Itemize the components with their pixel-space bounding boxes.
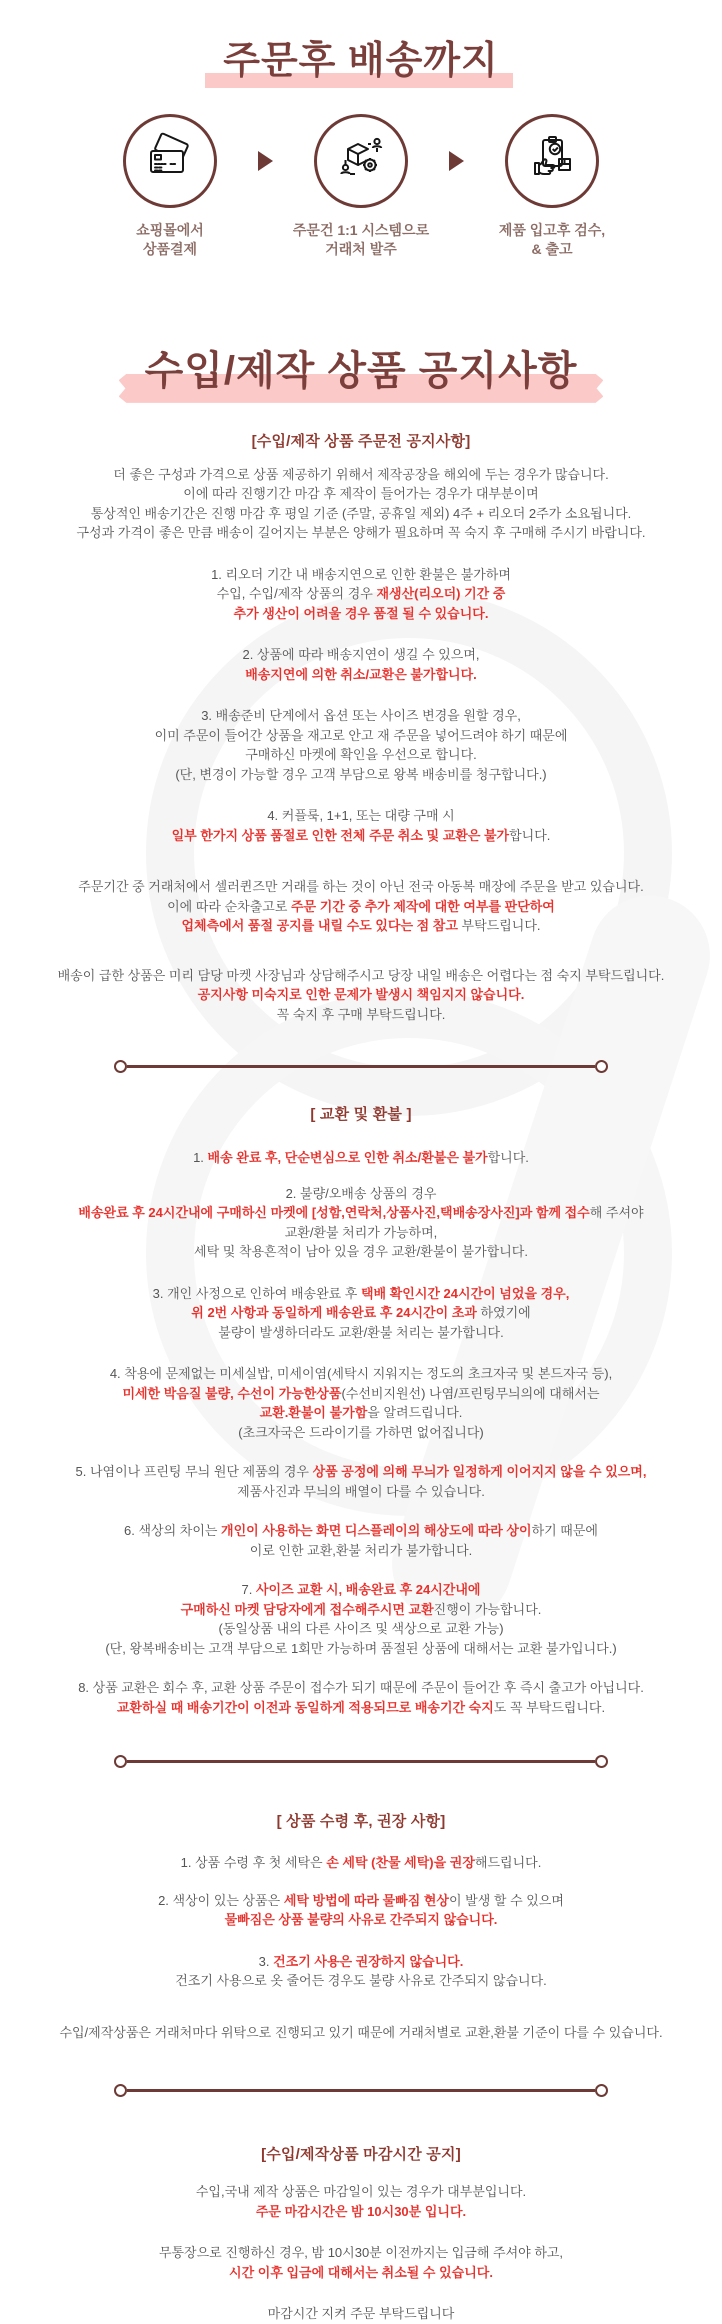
body-text: 부탁드립니다.: [461, 918, 541, 934]
divider-ring: [595, 2084, 608, 2097]
hero-section: [11, 0, 711, 394]
notice-line: [31, 2202, 691, 2222]
notice-body: [11, 430, 711, 2324]
body-text: 건조기 사용으로 옷 줄어든 경우도 불량 사유로 간주되지 않습니다.: [175, 1973, 547, 1989]
section-divider: [114, 2084, 608, 2097]
emphasis-text: 손 세탁 (찬물 세탁)을 권장: [326, 1855, 475, 1871]
notice-line: [31, 1203, 691, 1223]
emphasis-text: 건조기 사용은 권장하지 않습니다.: [273, 1953, 464, 1969]
body-text: 도 꼭 부탁드립니다.: [493, 1699, 606, 1715]
exchange-item-5: [31, 1462, 691, 1501]
emphasis-text: 교환.환불이 불가함: [259, 1405, 368, 1421]
intro-paragraph: [31, 465, 691, 543]
exchange-item-6: [31, 1521, 691, 1560]
body-text: 이에 따라 순차출고로: [167, 898, 291, 914]
emphasis-text: 배송지연에 의한 취소/교환은 불가합니다.: [245, 666, 477, 682]
step-label: [293, 221, 429, 260]
step-label: [499, 221, 605, 260]
body-text: 이에 따라 진행기간 마감 후 제작이 들어가는 경우가 대부분이며: [183, 486, 539, 502]
notice-line: [31, 2243, 691, 2263]
body-text: 진행이 가능합니다.: [433, 1601, 542, 1617]
body-text: 이로 인한 교환,환불 처리가 불가합니다.: [249, 1542, 473, 1558]
exchange-refund-heading: [ 교환 및 환불 ]: [310, 1106, 412, 1124]
exchange-item-2: [31, 1184, 691, 1262]
emphasis-text: 미세한 박음질 불량, 수선이 가능한상품: [122, 1385, 342, 1401]
notice-line: [31, 2023, 691, 2043]
notice-line: [31, 765, 691, 785]
body-text: 더 좋은 구성과 가격으로 상품 제공하기 위해서 제작공장을 해외에 두는 경우가 많습니다.: [113, 466, 609, 482]
step-label-line: 상품결제: [142, 241, 198, 258]
emphasis-text: 배송 완료 후, 단순변심으로 인한 취소/환불은 불가: [207, 1150, 488, 1166]
notice-line: [31, 1148, 691, 1168]
body-text: 2. 불량/오배송 상품의 경우: [285, 1185, 437, 1201]
emphasis-text: 주문 마감시간은 밤 10시30분 입니다.: [255, 2203, 467, 2219]
notice-line: [31, 1384, 691, 1404]
body-text: 하기 때문에: [531, 1523, 598, 1539]
body-text: (수선비지원선) 나염/프린팅무늬의에 대해서는: [341, 1385, 600, 1401]
body-text: 수입,국내 제작 상품은 마감일이 있는 경우가 대부분입니다.: [195, 2184, 527, 2200]
step-label: [136, 221, 204, 260]
notice-line: [31, 2304, 691, 2324]
body-text: 교환/환불 처리가 가능하며,: [284, 1224, 438, 1240]
body-text: 5. 나염이나 프린팅 무늬 원단 제품의 경우: [75, 1464, 313, 1480]
notice-line: [31, 1639, 691, 1659]
divider-ring: [114, 2084, 127, 2097]
deadline-paragraph-3: [31, 2304, 691, 2324]
divider-ring: [114, 1755, 127, 1768]
body-text: 1. 상품 수령 후 첫 세탁은: [180, 1855, 327, 1871]
body-text: 해드립니다.: [474, 1855, 542, 1871]
notice-line: [31, 706, 691, 726]
order-period-paragraph: [31, 877, 691, 936]
step-label-line: 쇼핑몰에서: [136, 221, 204, 238]
notice-line: [31, 504, 691, 524]
emphasis-text: 위 2번 사항과 동일하게 배송완료 후 24시간이 초과: [191, 1305, 477, 1321]
step-circle: [505, 114, 599, 208]
body-text: 2. 상품에 따라 배송지연이 생길 수 있으며,: [242, 647, 480, 663]
recommend-item-3: [31, 1952, 691, 1991]
notice-line: [31, 523, 691, 543]
exchange-item-8: [31, 1678, 691, 1717]
emphasis-text: 추가 생산이 어려울 경우 품절 될 수 있습니다.: [233, 605, 489, 621]
emphasis-text: 상품 공정에 의해 무늬가 일정하게 이어지지 않을 수 있으며,: [312, 1464, 647, 1480]
body-text: 통상적인 배송기간은 진행 마감 후 평일 기준 (주말, 공휴일 제외) 4주 + 리오더 2주가 소요됩니다.: [90, 505, 632, 521]
order-system-icon: [337, 134, 385, 187]
step-circle: [123, 114, 217, 208]
step-label-line: 주문건 1:1 시스템으로: [292, 221, 430, 238]
notice-line: [31, 1521, 691, 1541]
notice-line: [31, 745, 691, 765]
notice-line: [31, 806, 691, 826]
notice-page: [11, 0, 711, 2322]
notice-line: [31, 985, 691, 1005]
body-text: 수입, 수입/제작 상품의 경우: [216, 586, 377, 602]
notice-line: [31, 1242, 691, 1262]
notice-line: [31, 565, 691, 585]
body-text: 합니다.: [487, 1150, 529, 1166]
notice-line: [31, 1005, 691, 1025]
exchange-item-1: [31, 1148, 691, 1168]
body-text: 꼭 숙지 후 구매 부탁드립니다.: [276, 1006, 446, 1022]
notice-line: [31, 1223, 691, 1243]
after-receipt-heading: [ 상품 수령 후, 권장 사항]: [276, 1813, 446, 1831]
recommend-item-2: [31, 1891, 691, 1930]
emphasis-text: 배송완료 후 24시간내에 구매하신 마켓에 [성함,연락처,상품사진,택배송장사진]과 함께 접수: [78, 1205, 590, 1221]
notice-line: [31, 1303, 691, 1323]
body-text: 세탁 및 착용흔적이 남아 있을 경우 교환/환불이 불가합니다.: [194, 1244, 528, 1260]
step-label-line: & 출고: [531, 241, 573, 258]
notice-line: [31, 1891, 691, 1911]
notice-line: [31, 897, 691, 917]
body-text: 3.: [258, 1953, 274, 1969]
notice-line: [31, 604, 691, 624]
emphasis-text: 시간 이후 입금에 대해서는 취소될 수 있습니다.: [229, 2264, 493, 2280]
step-label-line: 제품 입고후 검수,: [498, 221, 606, 238]
emphasis-text: 업체측에서 품절 공지를 내릴 수도 있다는 점 참고: [181, 918, 462, 934]
body-text: 하였기에: [476, 1305, 531, 1321]
body-text: (초크자국은 드라이기를 가하면 없어집니다): [238, 1424, 484, 1440]
divider-line: [127, 2089, 595, 2092]
body-text: 수입/제작상품은 거래처마다 위탁으로 진행되고 있기 때문에 거래처별로 교환,환불 기준이 다를 수 있습니다.: [59, 2024, 663, 2040]
emphasis-text: 세탁 방법에 따라 물빠짐 현상: [283, 1892, 449, 1908]
step-circle: [314, 114, 408, 208]
emphasis-text: 공지사항 미숙지로 인한 문제가 발생시 책임지지 않습니다.: [197, 987, 525, 1003]
deadline-heading: [수입/제작상품 마감시간 공지]: [261, 2146, 461, 2164]
notice-line: [31, 645, 691, 665]
body-text: 합니다.: [509, 827, 551, 843]
pre-order-item-4: [31, 806, 691, 845]
body-text: 1.: [193, 1150, 208, 1166]
body-text: 4. 착용에 문제없는 미세실밥, 미세이염(세탁시 지워지는 정도의 초크자국 및 본드자국 등),: [109, 1366, 613, 1382]
order-flow-steps: [11, 114, 711, 260]
notice-line: [31, 584, 691, 604]
exchange-item-4: [31, 1364, 691, 1442]
body-text: 해 주셔야: [589, 1205, 644, 1221]
divider-line: [127, 1760, 595, 1763]
body-text: 구매하신 마켓에 확인을 우선으로 합니다.: [245, 747, 477, 763]
arrow-right-icon: [449, 151, 464, 171]
emphasis-text: 택배 확인시간 24시간이 넘었을 경우,: [360, 1285, 570, 1301]
body-text: 3. 배송준비 단계에서 옵션 또는 사이즈 변경을 원할 경우,: [201, 708, 521, 724]
body-text: (단, 변경이 가능할 경우 고객 부담으로 왕복 배송비를 청구합니다.): [175, 766, 547, 782]
notice-title-wrap: [145, 348, 578, 394]
emphasis-text: 물빠짐은 상품 불량의 사유로 간주되지 않습니다.: [224, 1912, 498, 1928]
notice-line: [31, 966, 691, 986]
notice-line: [31, 1910, 691, 1930]
notice-line: [31, 1619, 691, 1639]
pre-order-item-3: [31, 706, 691, 784]
pre-order-notice-heading: [수입/제작 상품 주문전 공지사항]: [251, 432, 471, 450]
exchange-item-3: [31, 1284, 691, 1343]
divider-line: [127, 1065, 595, 1068]
notice-line: [31, 1853, 691, 1873]
body-text: 을 알려드립니다.: [367, 1405, 463, 1421]
step-inspection: [464, 114, 640, 260]
notice-line: [31, 916, 691, 936]
notice-line: [31, 1323, 691, 1343]
notice-line: [31, 1698, 691, 1718]
body-text: 3. 개인 사정으로 인하여 배송완료 후: [152, 1285, 361, 1301]
emphasis-text: 구매하신 마켓 담당자에게 접수해주시면 교환: [180, 1601, 434, 1617]
body-text: 이 발생 할 수 있으며: [449, 1892, 564, 1908]
emphasis-text: 개인이 사용하는 화면 디스플레이의 해상도에 따라 상이: [221, 1523, 532, 1539]
notice-line: [31, 1184, 691, 1204]
body-text: 구성과 가격이 좋은 만큼 배송이 길어지는 부분은 양해가 필요하며 꼭 숙지 후 구매해 주시기 바랍니다.: [76, 525, 646, 541]
body-text: (동일상품 내의 다른 사이즈 및 색상으로 교환 가능): [218, 1621, 504, 1637]
notice-line: [31, 1423, 691, 1443]
section-divider: [114, 1755, 608, 1768]
body-text: 6. 색상의 차이는: [124, 1523, 222, 1539]
body-text: 배송이 급한 상품은 미리 담당 마켓 사장님과 상담해주시고 당장 내일 배송은 어렵다는 점 숙지 부탁드립니다.: [57, 967, 665, 983]
notice-line: [31, 1284, 691, 1304]
main-title-wrap: [223, 40, 499, 84]
body-text: 2. 색상이 있는 상품은: [158, 1892, 284, 1908]
body-text: 이미 주문이 들어간 상품을 재고로 안고 재 주문을 넣어드려야 하기 때문에: [154, 727, 568, 743]
notice-line: [31, 1403, 691, 1423]
notice-line: [31, 1600, 691, 1620]
step-label-line: 거래처 발주: [325, 241, 397, 258]
credit-card-icon: [146, 134, 194, 187]
emphasis-text: 사이즈 교환 시, 배송완료 후 24시간내에: [255, 1582, 481, 1598]
notice-line: [31, 484, 691, 504]
notice-line: [31, 1971, 691, 1991]
section-divider: [114, 1060, 608, 1073]
notice-title-section: [11, 348, 711, 394]
notice-line: [31, 1952, 691, 1972]
consignment-paragraph: [31, 2023, 691, 2043]
body-text: 1. 리오더 기간 내 배송지연으로 인한 환불은 불가하며: [211, 566, 511, 582]
notice-line: [31, 665, 691, 685]
notice-line: [31, 1541, 691, 1561]
deadline-paragraph-2: [31, 2243, 691, 2282]
divider-ring: [114, 1060, 127, 1073]
body-text: 주문기간 중 거래처에서 셀러퀸즈만 거래를 하는 것이 아닌 전국 아동복 매장에 주문을 받고 있습니다.: [78, 879, 644, 895]
notice-line: [31, 2182, 691, 2202]
emphasis-text: 일부 한가지 상품 품절로 인한 전체 주문 취소 및 교환은 불가: [171, 827, 510, 843]
emphasis-text: 교환하실 때 배송기간이 이전과 동일하게 적용되므로 배송기간 숙지: [116, 1699, 494, 1715]
urgent-shipping-paragraph: [31, 966, 691, 1025]
pre-order-item-2: [31, 645, 691, 684]
body-text: 마감시간 지켜 주문 부탁드립니다: [267, 2306, 455, 2322]
notice-line: [31, 2263, 691, 2283]
notice-line: [31, 1462, 691, 1482]
body-text: (단, 왕복배송비는 고객 부담으로 1회만 가능하며 품절된 상품에 대해서는 교환 불가입니다.): [105, 1640, 617, 1656]
pre-order-item-1: [31, 565, 691, 624]
notice-line: [31, 1364, 691, 1384]
deadline-paragraph-1: [31, 2182, 691, 2221]
notice-title: 수입/제작 상품 공지사항: [144, 348, 578, 393]
notice-line: [31, 1678, 691, 1698]
notice-line: [31, 1482, 691, 1502]
emphasis-text: 재생산(리오더) 기간 중: [376, 586, 506, 602]
page-title: 주문후 배송까지: [223, 40, 499, 82]
notice-line: [31, 877, 691, 897]
arrow-right-icon: [258, 151, 273, 171]
body-text: 8. 상품 교환은 회수 후, 교환 상품 주문이 접수가 되기 때문에 주문이 들어간 후 즉시 출고가 아닙니다.: [78, 1680, 644, 1696]
step-order-system: [273, 114, 449, 260]
step-payment: [82, 114, 258, 260]
exchange-item-7: [31, 1580, 691, 1658]
inspection-shipping-icon: [528, 134, 576, 187]
body-text: 제품사진과 무늬의 배열이 다를 수 있습니다.: [237, 1483, 485, 1499]
recommend-item-1: [31, 1853, 691, 1873]
emphasis-text: 주문 기간 중 추가 제작에 대한 여부를 판단하여: [290, 898, 555, 914]
body-text: 7.: [241, 1582, 256, 1598]
body-text: 불량이 발생하더라도 교환/환불 처리는 불가합니다.: [218, 1324, 504, 1340]
notice-line: [31, 726, 691, 746]
divider-ring: [595, 1755, 608, 1768]
notice-line: [31, 1580, 691, 1600]
body-text: 무통장으로 진행하신 경우, 밤 10시30분 이전까지는 입금해 주셔야 하고,: [158, 2245, 564, 2261]
notice-line: [31, 465, 691, 485]
divider-ring: [595, 1060, 608, 1073]
notice-line: [31, 826, 691, 846]
body-text: 4. 커플룩, 1+1, 또는 대량 구매 시: [267, 808, 455, 824]
